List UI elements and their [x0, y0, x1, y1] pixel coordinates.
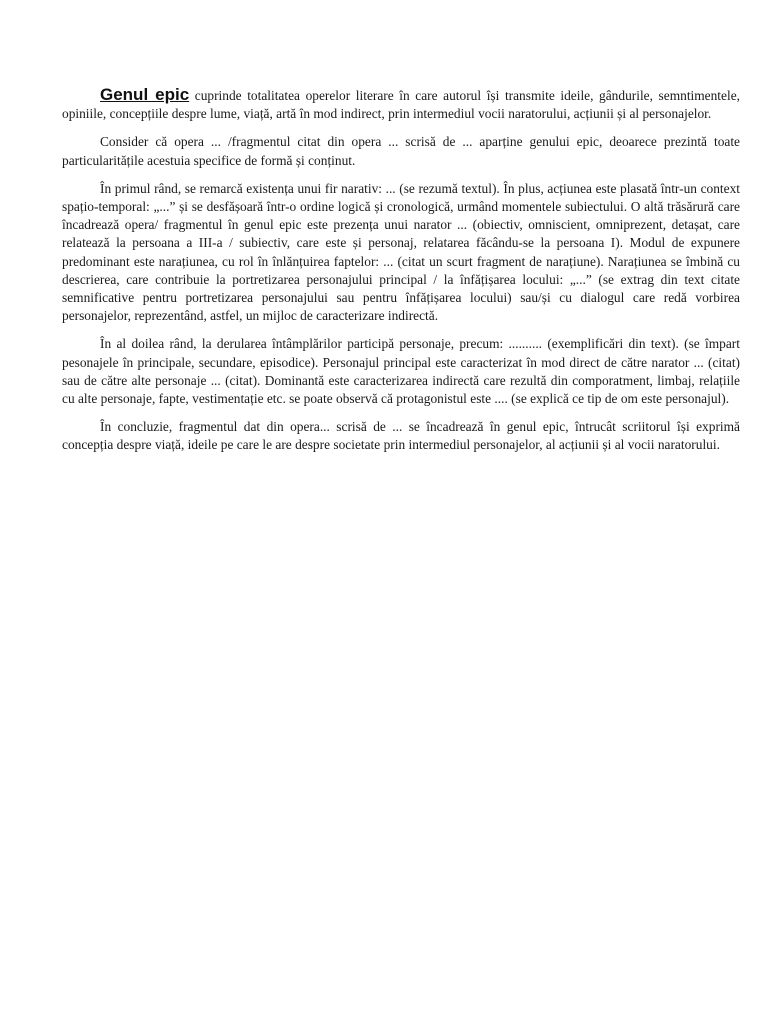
intro-paragraph: [62, 86, 740, 123]
paragraph-thesis: Consider că opera ... /fragmentul citat din opera ... scrisă de ... aparține genului epic, deoarece prezintă toate particularitățile acestuia specifice de formă și conținut.: [62, 134, 740, 168]
paragraph-conclusion: În concluzie, fragmentul dat din opera... scrisă de ... se încadrează în genul epic, întrucât scriitorul își exprimă concepția despre viață, ideile pe care le are despre societate prin intermediul personajelor, al acțiunii și al vocii naratorului.: [62, 419, 740, 453]
intro-text: cuprinde totalitatea operelor literare în care autorul își transmite ideile, gândurile, semntimentele, opiniile, concepțiile despre lume, viață, artă în mod indirect, prin intermediul vocii naratorului, acțiunii și al personajelor.: [62, 88, 740, 122]
document-page: [62, 86, 740, 465]
document-title: Genul epic: [100, 85, 190, 104]
paragraph-characters: În al doilea rând, la derularea întâmplărilor participă personaje, precum: .......... (exemplificări din text). (se împart pesonajele în principale, secundare, episodice). Personajul principal este caracterizat în mod direct de către narator ... (citat) sau de către alte personaje ... (citat). Dominantă este caracterizarea indirectă care rezultă din comporatment, limbaj, relațiile cu alte personaje, fapte, vestimentație etc. se poate observă că protagonistul este .... (se explică ce tip de om este personajul).: [62, 336, 740, 407]
paragraph-narrative: În primul rând, se remarcă existența unui fir narativ: ... (se rezumă textul). În plus, acțiunea este plasată într-un context spațio-temporal: „...” și se desfășoară într-o ordine logică și cronologică, urmând momentele subiectului. O altă trăsărură care încadrează opera/ fragmentul în genul epic este prezența unui narator ... (obiectiv, omniscient, omniprezent, detașat, care relatează la persoana a III-a / subiectiv, care este și personaj, relatarea făcându-se la persoana I). Modul de expunere predominant este narațiunea, cu rol în înlănțuirea faptelor: ... (citat un scurt fragment de narațiune). Narațiunea se îmbină cu descrierea, care contribuie la portretizarea personajului principal / la înfățișarea locului: „...” (se extrag din text citate semnificative pentru portretizarea personajului sau pentru înfățișarea locului) sau/și cu dialogul care redă vorbirea personajelor, reprezentând, astfel, un mijloc de caracterizare indirectă.: [62, 180, 740, 324]
